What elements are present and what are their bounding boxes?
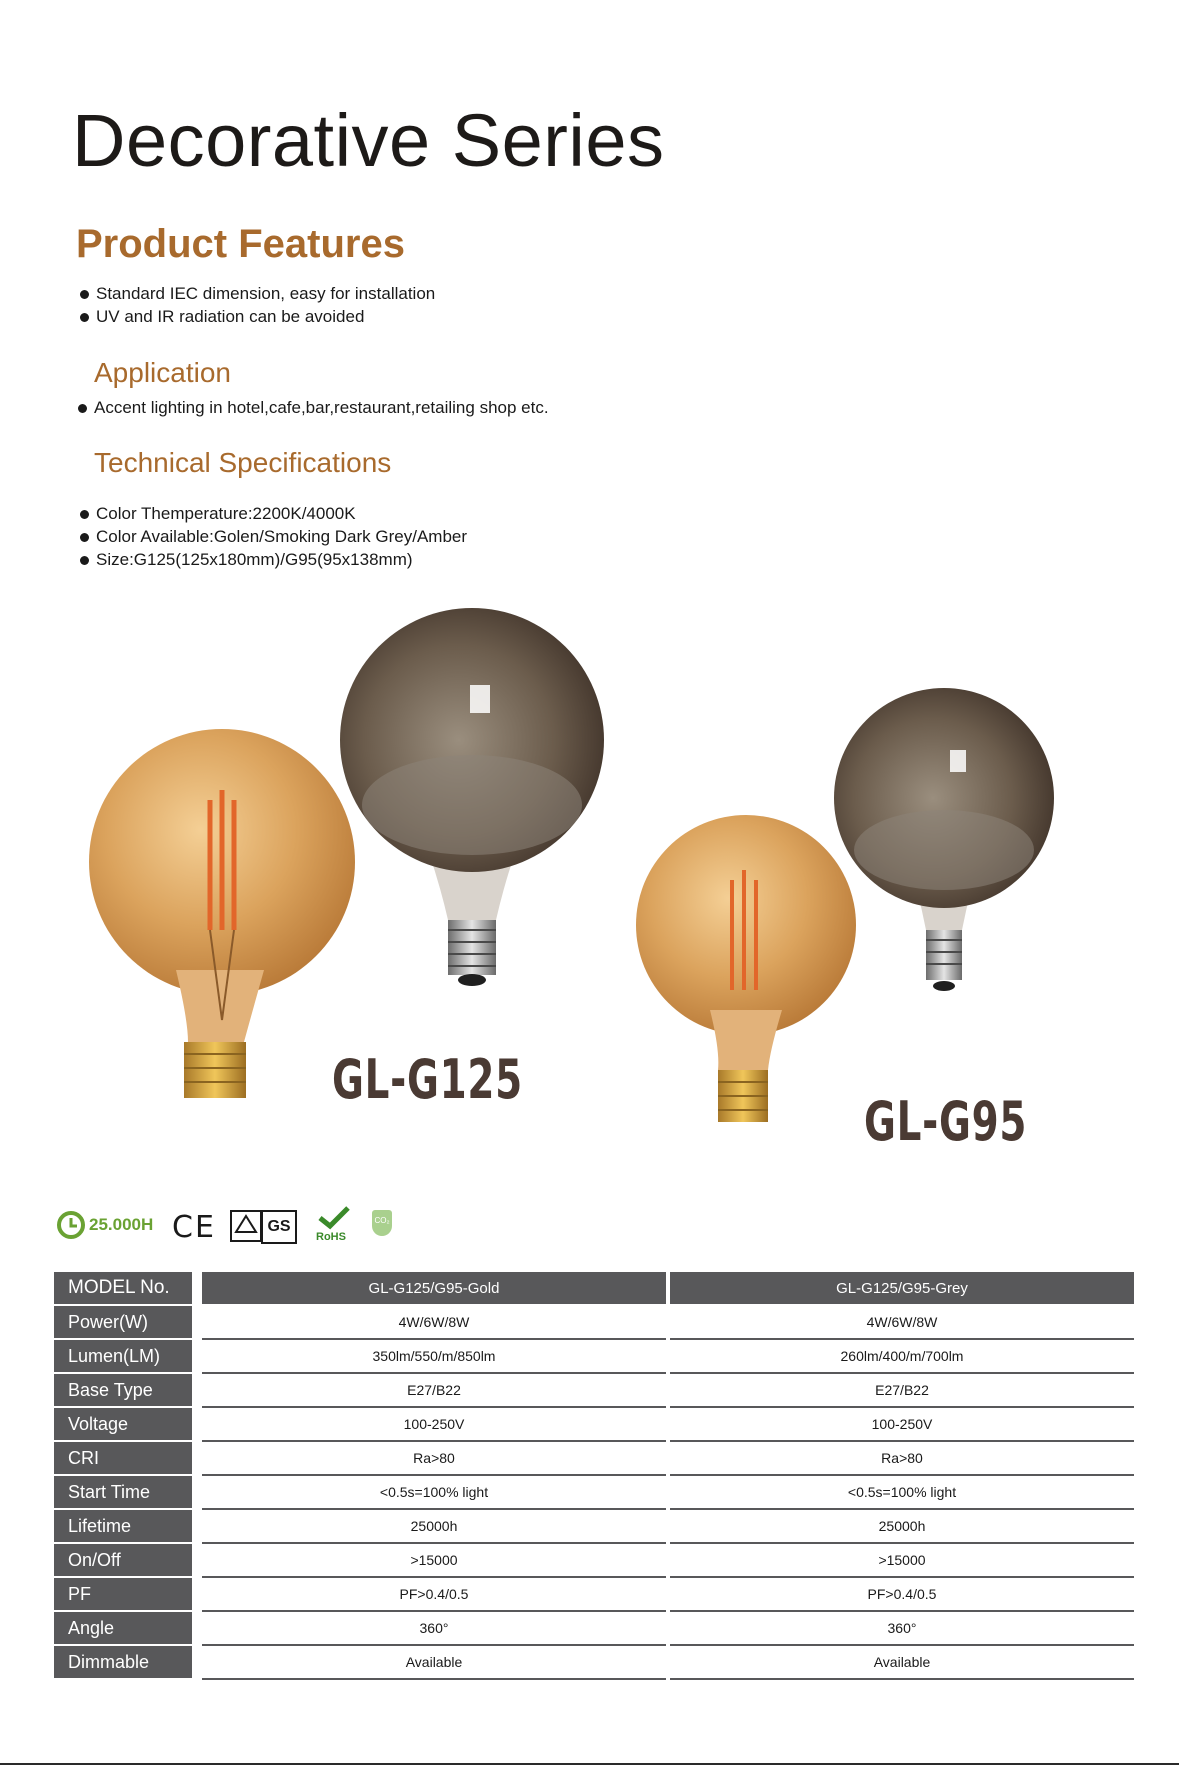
table-row [54, 1306, 1134, 1340]
table-row [54, 1544, 1134, 1578]
table-row [54, 1578, 1134, 1612]
product-photo [0, 600, 1179, 1140]
row-label: PF [54, 1578, 192, 1612]
cell-gold: 360° [202, 1612, 666, 1646]
model-label-g125: GL-G125 [332, 1048, 523, 1111]
cell-grey: <0.5s=100% light [670, 1476, 1134, 1510]
cell-gold: >15000 [202, 1544, 666, 1578]
tuv-mark-icon [230, 1210, 262, 1242]
cell-gold: 4W/6W/8W [202, 1306, 666, 1340]
lifetime-clock-icon [56, 1210, 86, 1240]
list-item: Color Themperature:2200K/4000K [76, 502, 467, 525]
row-label: CRI [54, 1442, 192, 1476]
cell-grey: 4W/6W/8W [670, 1306, 1134, 1340]
cell-grey: Ra>80 [670, 1442, 1134, 1476]
application-list [74, 396, 549, 419]
table-row [54, 1272, 1134, 1306]
list-item: UV and IR radiation can be avoided [76, 305, 435, 328]
list-item: Accent lighting in hotel,cafe,bar,restaurant,retailing shop etc. [74, 396, 549, 419]
table-row [54, 1408, 1134, 1442]
row-label: Power(W) [54, 1306, 192, 1340]
list-item: Standard IEC dimension, easy for installation [76, 282, 435, 305]
features-list [76, 282, 435, 328]
spec-table [54, 1272, 1134, 1680]
cell-grey: Available [670, 1646, 1134, 1680]
cell-gold: E27/B22 [202, 1374, 666, 1408]
row-label: Base Type [54, 1374, 192, 1408]
technical-list [76, 502, 467, 571]
row-label: Angle [54, 1612, 192, 1646]
cell-grey: GL-G125/G95-Grey [670, 1272, 1134, 1306]
bulb-g95-gold [636, 815, 856, 1122]
gs-mark-icon: GS [261, 1210, 297, 1244]
bulb-g125-grey [340, 608, 604, 986]
row-label: MODEL No. [54, 1272, 192, 1306]
rohs-badge: RoHS [316, 1231, 346, 1243]
cell-grey: PF>0.4/0.5 [670, 1578, 1134, 1612]
model-label-g95: GL-G95 [864, 1090, 1028, 1153]
cell-gold: Available [202, 1646, 666, 1680]
table-row [54, 1442, 1134, 1476]
lifetime-badge: 25.000H [89, 1215, 154, 1234]
row-label: On/Off [54, 1544, 192, 1578]
list-item: Size:G125(125x180mm)/G95(95x138mm) [76, 548, 467, 571]
row-label: Dimmable [54, 1646, 192, 1680]
cell-grey: 100-250V [670, 1408, 1134, 1442]
technical-heading: Technical Specifications [94, 447, 392, 478]
row-label: Start Time [54, 1476, 192, 1510]
row-label: Lifetime [54, 1510, 192, 1544]
cell-grey: 25000h [670, 1510, 1134, 1544]
list-item: Color Available:Golen/Smoking Dark Grey/Amber [76, 525, 467, 548]
features-heading: Product Features [76, 222, 405, 266]
cell-gold: 25000h [202, 1510, 666, 1544]
table-row [54, 1374, 1134, 1408]
cell-gold: Ra>80 [202, 1442, 666, 1476]
table-row [54, 1646, 1134, 1680]
cell-gold: PF>0.4/0.5 [202, 1578, 666, 1612]
cell-grey: 360° [670, 1612, 1134, 1646]
cell-grey: 260lm/400/m/700lm [670, 1340, 1134, 1374]
bulb-g95-grey [834, 688, 1054, 991]
cell-gold: 100-250V [202, 1408, 666, 1442]
page-title: Decorative Series [72, 99, 665, 182]
table-row [54, 1612, 1134, 1646]
cell-grey: E27/B22 [670, 1374, 1134, 1408]
cell-gold: 350lm/550/m/850lm [202, 1340, 666, 1374]
row-label: Voltage [54, 1408, 192, 1442]
bottom-divider [0, 1763, 1179, 1765]
co2-leaf-icon: CO₂ [372, 1210, 392, 1236]
table-row [54, 1510, 1134, 1544]
cell-gold: GL-G125/G95-Gold [202, 1272, 666, 1306]
application-heading: Application [94, 357, 231, 388]
ce-mark-icon: CE [172, 1210, 216, 1245]
table-row [54, 1476, 1134, 1510]
row-label: Lumen(LM) [54, 1340, 192, 1374]
bulb-g125-gold [89, 729, 355, 1098]
cell-gold: <0.5s=100% light [202, 1476, 666, 1510]
cell-grey: >15000 [670, 1544, 1134, 1578]
table-row [54, 1340, 1134, 1374]
